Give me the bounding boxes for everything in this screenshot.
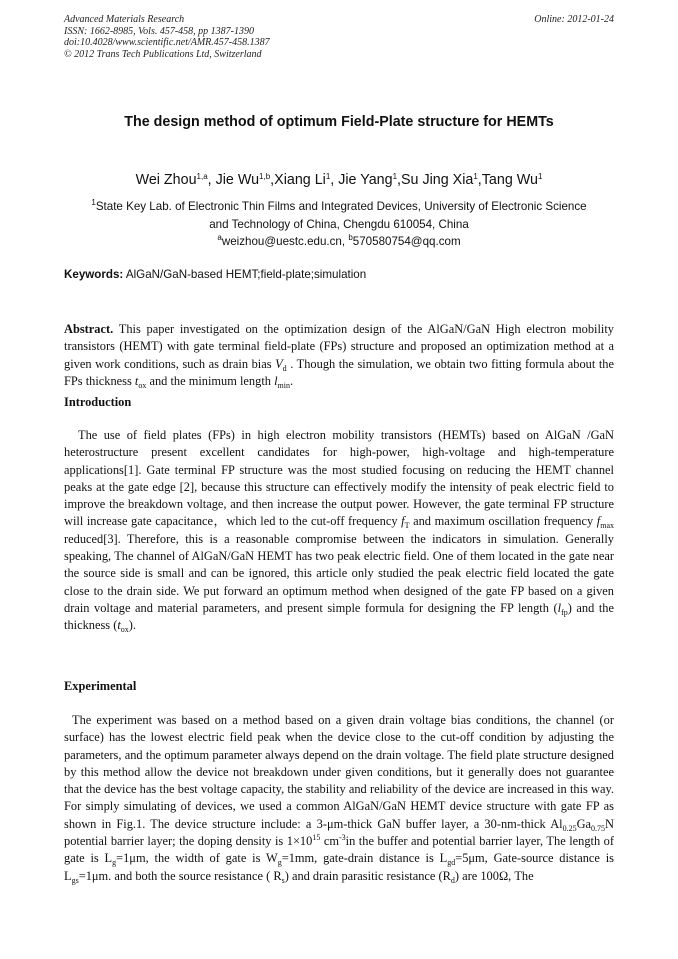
- keywords-line: [64, 268, 614, 281]
- abstract-paragraph: Abstract. This paper investigated on the optimization design of the AlGaN/GaN High electron mobility transistors (HEMT) with gate terminal field-plate (FPs) structure and proposed an optimization method at a given work conditions, such as drain bias $V_d$ . Though the simulation, we obtain two fitting formula about the FPs thickness $t_{ox}$ and the minimum length $l_{min}$.: [64, 322, 614, 390]
- affiliation-line: $^1$State Key Lab. of Electronic Thin Films and Integrated Devices, University of Electronic Science: [91, 198, 587, 213]
- author-name: Su Jing Xia: [401, 172, 474, 188]
- journal-name: Advanced Materials Research: [64, 14, 185, 25]
- issn-line: ISSN: 1662-8985, Vols. 457-458, pp 1387-1390: [64, 25, 254, 37]
- running-header: [64, 14, 614, 60]
- introduction-paragraph: The use of field plates (FPs) in high electron mobility transistors (HEMTs) based on AlGaN /GaN heterostructure present excellent candidates for high-power, high-voltage and high-temperature applications[1]. Gate terminal FP structure was the most studied focusing on reducing the HEMT channel peaks at the gate edge [2], because this structure can effectively modify the intensity of peak electric field to improve the breakdown voltage, and then increase the output power. However, the gate terminal FP structure will increase gate capacitance，which led to the cut-off frequency $f_T$ and maximum oscillation frequency $f_{max}$ reduced[3]. Therefore, this is a reasonable compromise between the indicators in simulation. Generally speaking, The channel of AlGaN/GaN HEMT has two peak electric field. One of them located in the gate near the source side is small and can be ignored, this article only studied the peak electric field located the gate close to the drain side. We put forward an optimum method when designed of the gate FP based on a given drain voltage and material parameters, and present simple formula for designing the FP length $(l_{fp})$ and the thickness $(t_{ox})$.: [64, 428, 614, 635]
- author-affiliation-mark: 1: [473, 172, 478, 181]
- affiliation-block: [60, 198, 618, 251]
- paper-title: The design method of optimum Field-Plate structure for HEMTs: [124, 114, 554, 130]
- author-affiliation-mark: 1: [392, 172, 398, 181]
- affiliation-line: and Technology of China, Chengdu 610054, China: [209, 217, 469, 231]
- email-link[interactable]: weizhou@uestc.edu.cn,: [221, 235, 349, 248]
- section-heading-introduction: Introduction: [64, 395, 132, 409]
- author-name: Tang Wu: [481, 172, 538, 188]
- author-affiliation-mark: 1: [537, 172, 543, 181]
- doi-line: doi:10.4028/www.scientific.net/AMR.457-458.1387: [64, 37, 270, 48]
- section-heading-experimental: Experimental: [64, 679, 137, 693]
- author-name: Xiang Li: [274, 172, 326, 188]
- keywords-label: Keywords:: [64, 268, 124, 281]
- copyright-line: © 2012 Trans Tech Publications Ltd, Switzerland: [64, 48, 262, 60]
- author-affiliation-mark: 1,b: [259, 172, 271, 181]
- author-affiliation-mark: 1: [325, 172, 331, 181]
- author-affiliation-mark: 1,a: [196, 172, 208, 181]
- online-date: Online: 2012-01-24: [534, 14, 614, 25]
- experimental-paragraph: The experiment was based on a method based on a given drain voltage bias conditions, the channel (or surface) has the lowest electric field peak when the device close to the cut-off condition by adjusting the parameters, and the optimum parameter always depend on the drain voltage. The field plate structure designed by this method allow the device not breakdown under given conditions, but it generally does not guarantee that the device has the best voltage capacity, the stability and reliability of the device are increased in this way. For simply simulating of devices, we used a common AlGaN/GaN HEMT device structure with gate FP as shown in Fig.1. The device structure include: a 3-μm-thick GaN buffer layer, a 30-nm-thick $Al_{0.25}Ga_{0.75}N$ potential barrier layer; the doping density is $1\times 10^{15}$ $cm^{-3}in$ the buffer and potential barrier layer, The length of gate is $L_g=1\mu m$, the width of gate is $W_g=1mm$, gate-drain distance is $L_{gd}=5\mu m$, Gate-source distance is $L_{gs}=1\mu m$. and both the source resistance ( $R_s$) and drain parasitic resistance $(R_d)$ are 100Ω, The: [64, 713, 615, 885]
- author-list: Wei Zhou$^{1,a}$, Jie Wu$^{1,b}$,Xiang Li$^1$, Jie Yang$^1$,Su Jing Xia$^1$,Tang Wu$^1$: [135, 172, 543, 188]
- keywords-text: AlGaN/GaN-based HEMT;field-plate;simulation: [123, 268, 367, 281]
- author-name: Jie Yang: [338, 172, 393, 188]
- author-name: Jie Wu: [215, 172, 260, 188]
- abstract-label: Abstract.: [64, 322, 114, 336]
- email-link[interactable]: 570580754@qq.com: [352, 235, 461, 248]
- author-name: Wei Zhou: [135, 172, 197, 188]
- email-line: $^a$weizhou@uestc.edu.cn, $^b$570580754@qq.com: [217, 233, 461, 248]
